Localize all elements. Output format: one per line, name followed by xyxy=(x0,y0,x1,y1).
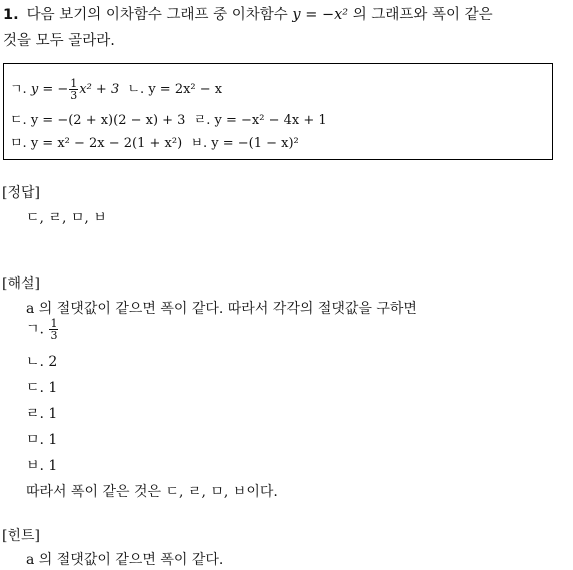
hint-label: [힌트] xyxy=(2,528,40,544)
question-text-3: 것을 모두 골라라. xyxy=(3,33,115,49)
question-text-2: 의 그래프와 폭이 같은 xyxy=(348,7,493,23)
option-a-denominator: 3 xyxy=(70,89,78,102)
option-row-1 xyxy=(10,78,222,101)
solution-intro: a 의 절댓값이 같으면 폭이 같다. 따라서 각각의 절댓값을 구하면 xyxy=(26,301,417,317)
question-number: 1. xyxy=(3,7,19,23)
question-text-1: 다음 보기의 이차함수 그래프 중 이차함수 xyxy=(26,7,293,23)
option-c: ㄷ. y = −(2 + x)(2 − x) + 3 xyxy=(10,113,186,128)
solution-label: [해설] xyxy=(2,276,40,292)
options-box xyxy=(3,63,553,160)
solution-item-a-denominator: 3 xyxy=(50,329,58,342)
solution-item-f: ㅂ. 1 xyxy=(26,458,58,474)
solution-item-e: ㅁ. 1 xyxy=(26,432,58,448)
answer-value: ㄷ, ㄹ, ㅁ, ㅂ xyxy=(26,210,107,226)
solution-item-d: ㄹ. 1 xyxy=(26,406,58,422)
solution-conclusion: 따라서 폭이 같은 것은 ㄷ, ㄹ, ㅁ, ㅂ이다. xyxy=(26,484,278,500)
hint-text: a 의 절댓값이 같으면 폭이 같다. xyxy=(26,552,224,568)
solution-item-a-fraction xyxy=(49,318,58,341)
question-formula: y = −x² xyxy=(292,7,349,23)
option-d: ㄹ. y = −x² − 4x + 1 xyxy=(193,113,327,128)
option-e: ㅁ. y = x² − 2x − 2(1 + x²) xyxy=(10,136,183,151)
option-a-pre: y = − xyxy=(30,82,69,97)
solution-item-b: ㄴ. 2 xyxy=(26,354,58,370)
solution-item-a xyxy=(26,318,59,341)
option-a-numerator: 1 xyxy=(70,77,78,90)
answer-label: [정답] xyxy=(2,185,40,201)
option-a-post: x² + 3 xyxy=(79,82,120,97)
solution-item-a-numerator: 1 xyxy=(50,317,58,330)
option-a-fraction xyxy=(69,78,78,101)
question xyxy=(3,2,571,54)
option-a-label: ㄱ. xyxy=(10,82,27,97)
option-b: ㄴ. y = 2x² − x xyxy=(127,82,223,97)
solution-item-c: ㄷ. 1 xyxy=(26,380,58,396)
solution-item-a-label: ㄱ. xyxy=(26,321,44,338)
option-f: ㅂ. y = −(1 − x)² xyxy=(190,136,299,151)
option-row-3 xyxy=(10,132,299,151)
option-row-2 xyxy=(10,109,327,128)
